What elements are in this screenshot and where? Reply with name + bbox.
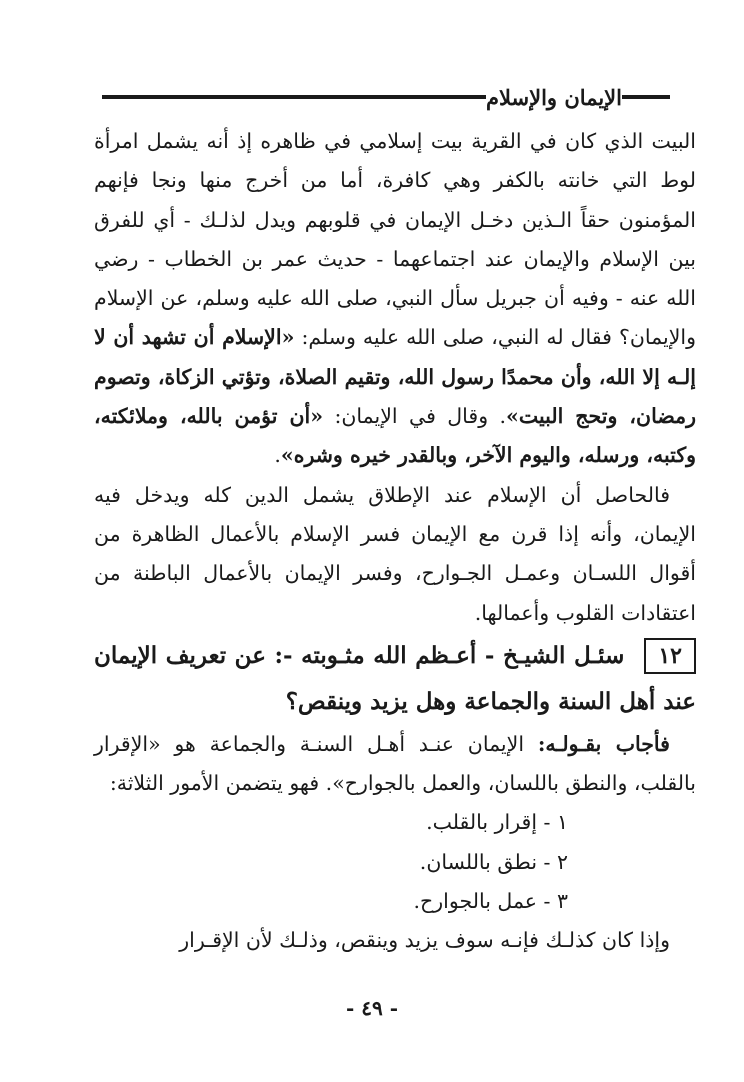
running-header [88, 80, 684, 114]
header-rule-long [102, 95, 486, 99]
answer-paragraph [94, 725, 696, 804]
paragraph-1-end: . [274, 443, 281, 468]
page-number: - ٤٩ - [345, 996, 398, 1020]
answer-text: الإيمان عنـد أهـل السنـة والجماعة هو «الإقرار بالقلب، والنطق باللسان، والعمل بالجوارح». فهو يتضمن الأمور الثلاثة: [94, 731, 696, 796]
hadith-quote-iman: «أن تؤمن بالله، وملائكته، وكتبه، ورسله، واليوم الآخر، وبالقدر خيره وشره» [94, 404, 696, 468]
question-heading [94, 633, 696, 725]
list-item: ١ - إقرار بالقلب. [426, 810, 568, 835]
answer-lead: فأجاب بقـولـه: [537, 731, 670, 756]
header-title: الإيمان والإسلام [485, 84, 622, 110]
question-number-box: ١٢ [644, 638, 696, 674]
page-body [94, 122, 696, 961]
list-item: ٢ - نطق باللسان. [419, 849, 568, 874]
pillars-list [94, 803, 696, 921]
header-rule-short [622, 95, 670, 99]
list-item: ٣ - عمل بالجوارح. [413, 889, 568, 914]
paragraph-1 [94, 122, 696, 476]
closing-paragraph: وإذا كان كذلـك فإنـه سوف يزيد وينقص، وذلـك لأن الإقـرار [179, 928, 670, 953]
question-text: سئـل الشيـخ - أعـظم الله مثـوبته -: عن تعريف الإيمان عند أهل السنة والجماعة وهل يزيد وينقص؟ [94, 641, 696, 715]
hadith-quote-islam: «الإسلام أن تشهد أن لا إلـه إلا الله، وأن محمدًا رسول الله، وتقيم الصلاة، وتؤتي الزكاة، وتصوم رمضان، وتحج البيت» [94, 325, 696, 429]
paragraph-2: فالحاصل أن الإسلام عند الإطلاق يشمل الدين كله ويدخل فيه الإيمان، وأنه إذا قرن مع الإيمان فسر الإسلام بالأعمال الظاهرة من أقوال اللسـان وعمـل الجـوارح، وفسر الإيمان بالأعمال الباطنة من اعتقادات القلوب وأعمالها. [94, 482, 697, 625]
paragraph-1-text: البيت الذي كان في القرية بيت إسلامي في ظاهره إذ أنه يشمل امرأة لوط التي خانته بالكفر وهي كافرة، أما من أخرج منها ونجا فإنهم المؤمنون حقاً الـذين دخـل الإيمان في قلوبهم ويدل لذلـك - أي للفرق بين الإسلام والإيمان عند اجتماعهما - حديث عمر بن الخطاب - رضي الله عنه - وفيه أن جبريل سأل النبي، صلى الله عليه وسلم، عن الإسلام والإيمان؟ فقال له النبي، صلى الله عليه وسلم: [94, 129, 697, 350]
paragraph-1-text-2: . وقال في الإيمان: [334, 404, 507, 429]
